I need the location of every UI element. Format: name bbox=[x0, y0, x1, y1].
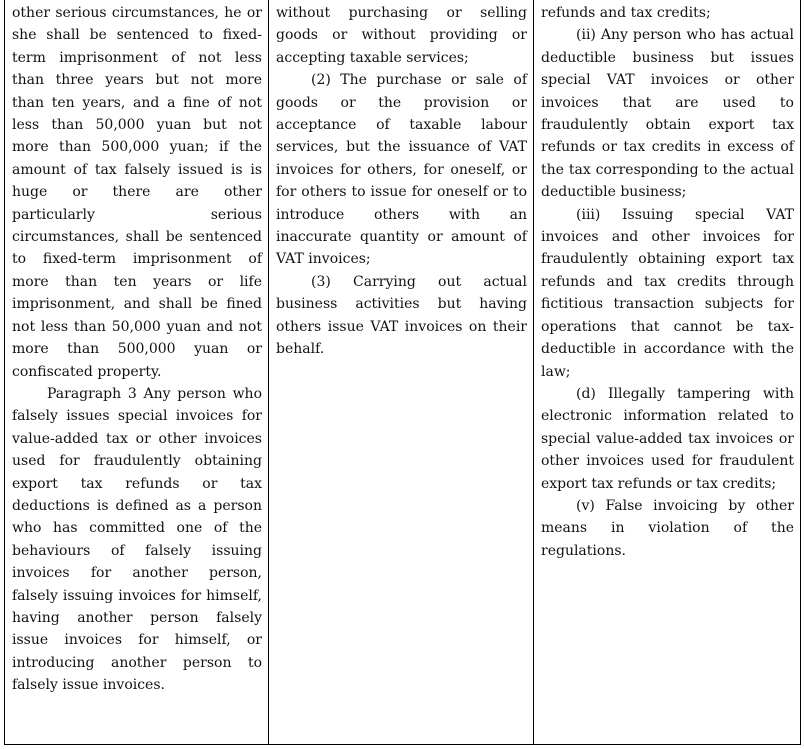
paragraph: refunds and tax credits; bbox=[541, 5, 711, 21]
column-middle bbox=[269, 0, 534, 745]
column-left bbox=[5, 0, 269, 745]
table-row bbox=[5, 0, 801, 745]
paragraph: other serious circumstances, he or she shall be sentenced to fixed-term imprisonment of not less than three years but not more than ten years, and a fine of not less than 50,000 yuan but not more than 500,000 yuan; if the amount of tax falsely issued is is huge or there are other particularly serious circumstances, shall be sentenced to fixed-term imprisonment of more than ten years or life imprisonment, and shall be fined not less than 50,000 yuan and not more than 500,000 yuan or confiscated property. bbox=[12, 5, 262, 380]
document-table bbox=[4, 0, 801, 745]
paragraph: (iii) Issuing special VAT invoices and other invoices for fraudulently obtaining export tax refunds and tax credits through fictitious transaction subjects for operations that cannot be tax-deductible in accordance with the law; bbox=[541, 206, 794, 380]
paragraph: (3) Carrying out actual business activities but having others issue VAT invoices on their behalf. bbox=[276, 273, 527, 358]
paragraph: without purchasing or selling goods or without providing or accepting taxable services; bbox=[276, 5, 527, 66]
paragraph: (ii) Any person who has actual deductible business but issues special VAT invoices or other invoices that are used to fraudulently obtain export tax refunds or tax credits in excess of the tax corresponding to the actual deductible business; bbox=[541, 27, 794, 201]
paragraph: (d) Illegally tampering with electronic information related to special value-added tax invoices or other invoices used for fraudulent export tax refunds or tax credits; bbox=[541, 385, 794, 492]
paragraph: (v) False invoicing by other means in violation of the regulations. bbox=[541, 497, 794, 559]
paragraph: Paragraph 3 Any person who falsely issues special invoices for value-added tax or other invoices used for fraudulently obtaining export tax refunds or tax deductions is defined as a person who has committed one of the behaviours of falsely issuing invoices for another person, falsely issuing invoices for himself, having another person falsely issue invoices for himself, or introducing another person to falsely issue invoices. bbox=[12, 385, 262, 694]
column-right bbox=[534, 0, 801, 745]
paragraph: (2) The purchase or sale of goods or the provision or acceptance of taxable labour services, but the issuance of VAT invoices for others, for oneself, or for others to issue for oneself or to introduce others with an inaccurate quantity or amount of VAT invoices; bbox=[276, 72, 527, 268]
